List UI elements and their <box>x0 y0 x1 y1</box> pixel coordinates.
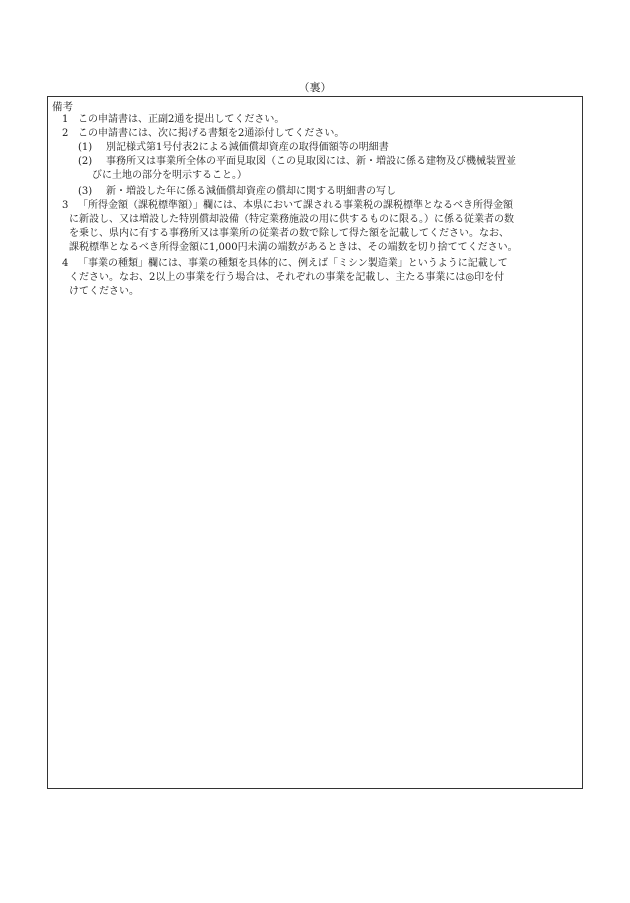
note-1 <box>62 113 284 127</box>
note-4-line-3: けてください。 <box>69 286 139 297</box>
page-heading: （裏） <box>298 81 332 94</box>
note-2-sub-2-continuation: びに土地の部分を明示すること。） <box>92 170 247 181</box>
notes-title: 備考 <box>52 101 73 113</box>
notes-box <box>47 96 583 789</box>
note-2-sub-2-number: (2) <box>78 156 93 167</box>
note-3-line-2: に新設し、又は増設した特別償却設備（特定業務施設の用に供するものに限る。）に係る従業者の数 <box>69 214 514 225</box>
note-2-sub-3-number: (3) <box>78 186 93 197</box>
note-2-sub-3 <box>78 185 396 199</box>
note-4-line-1: 「事業の種類」欄には、事業の種類を具体的に、例えば「ミシン製造業」というように記載して <box>78 258 508 269</box>
note-2-sub-2-text-line1: 事務所又は事業所全体の平面見取図（この見取図には、新・増設に係る建物及び機械装置並 <box>106 156 516 167</box>
note-4 <box>62 257 508 271</box>
note-2-sub-1-number: (1) <box>78 142 93 153</box>
note-3-line-4: 課税標準となるべき所得金額に1,000円未満の端数があるときは、その端数を切り捨ててください。 <box>69 242 518 253</box>
note-3 <box>62 199 513 213</box>
note-2-number: 2 <box>62 128 69 139</box>
note-4-number: 4 <box>62 258 69 269</box>
note-3-number: 3 <box>62 200 69 211</box>
note-1-number: 1 <box>62 114 69 125</box>
note-3-line-1: 「所得金額（課税標準額）」欄には、本県において課される事業税の課税標準となるべき所得金額 <box>78 200 513 211</box>
note-2 <box>62 127 344 141</box>
note-2-text: この申請書には、次に掲げる書類を2通添付してください。 <box>78 128 345 139</box>
note-2-sub-1 <box>78 141 389 155</box>
note-2-sub-3-text: 新・増設した年に係る減価償却資産の償却に関する明細書の写し <box>106 186 396 197</box>
note-2-sub-2 <box>78 155 516 169</box>
note-3-line-3: を乗じ、県内に有する事務所又は事業所の従業者の数で除して得た額を記載してください。なお、 <box>69 228 509 239</box>
note-2-sub-1-text: 別記様式第1号付表2による減価償却資産の取得価額等の明細書 <box>106 142 389 153</box>
note-1-text: この申請書は、正副2通を提出してください。 <box>78 114 285 125</box>
note-4-line-2: ください。なお、2以上の事業を行う場合は、それぞれの事業を記載し、主たる事業には◎印を付 <box>69 272 505 283</box>
